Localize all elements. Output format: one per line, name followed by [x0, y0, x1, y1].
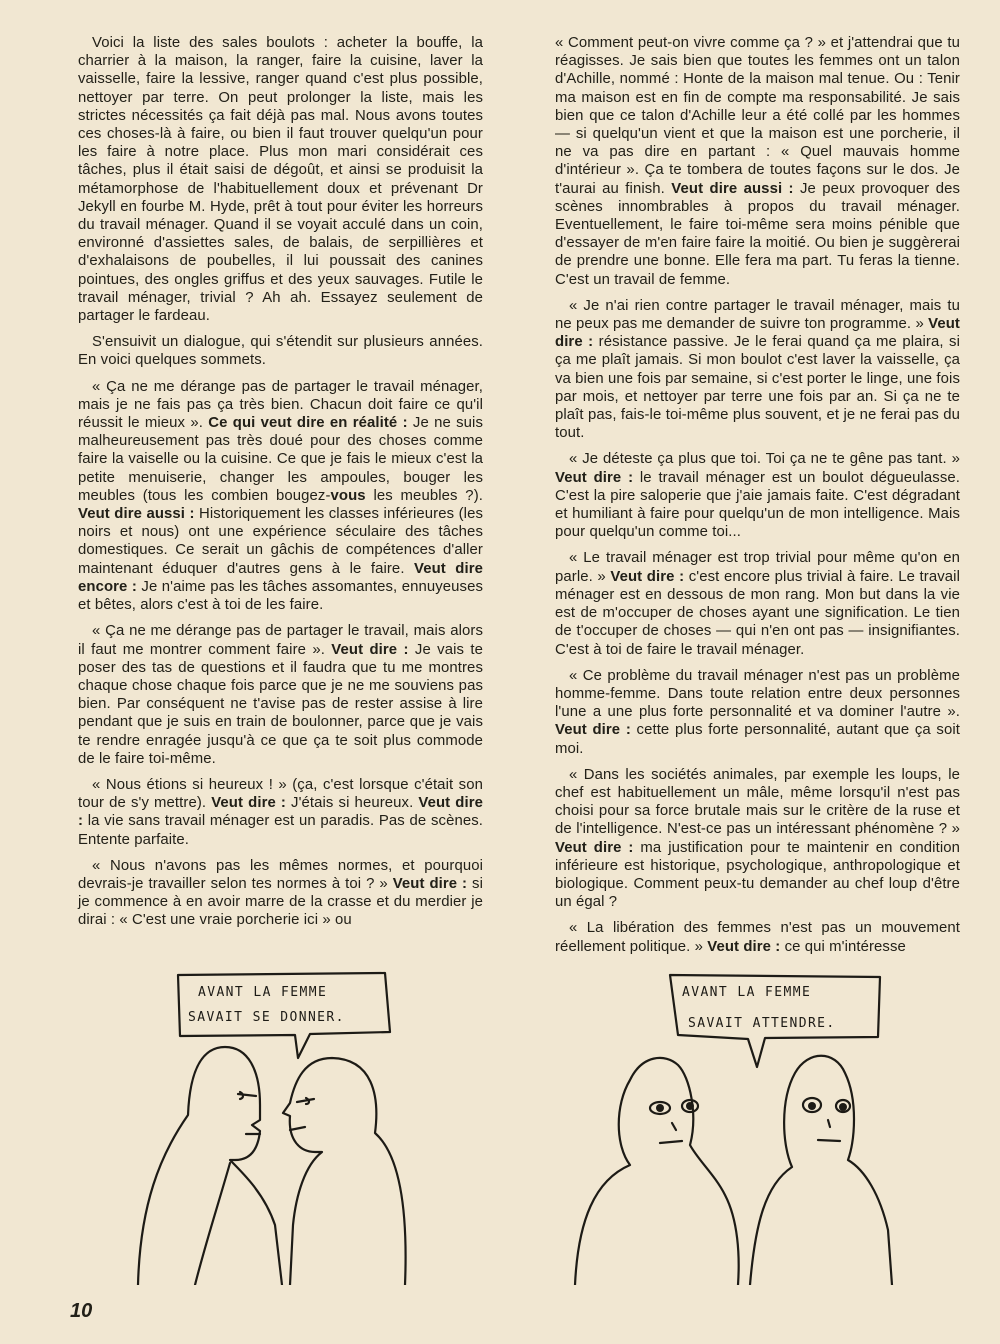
- body-text: Je n'aime pas les tâches assomantes, ennuyeuses et bêtes, alors c'est à toi de les faire.: [78, 578, 483, 614]
- body-text: « Nous n'avons pas les mêmes normes, et pourquoi devrais-je travailler selon tes normes à toi ? »: [78, 857, 483, 892]
- body-text: « Je n'ai rien contre partager le travail ménager, mais tu ne peux pas me demander de suivre ton programme. »: [555, 297, 960, 333]
- body-text: ma justification pour te maintenir en condition inférieure est historique, psychologique, anthropologique et biologique. Comment peux-tu demander au chef loup d'être un égal ?: [555, 839, 960, 911]
- emphasis-text: Veut dire :: [707, 938, 781, 955]
- cartoon-right: [560, 955, 920, 1285]
- emphasis-text: Veut dire :: [331, 641, 409, 658]
- body-text: « Nous étions si heureux ! » (ça, c'est lorsque c'était son tour de s'y mettre).: [78, 776, 483, 812]
- body-text: « Ce problème du travail ménager n'est pas un problème homme-femme. Dans toute relation entre deux personnes l'une a une plus forte personnalité et va dominer l'autre ».: [555, 667, 960, 721]
- body-text: « Le travail ménager est trop trivial pour même qu'on en parle. »: [555, 550, 960, 585]
- body-text: « La libération des femmes n'est pas un mouvement réellement politique. »: [555, 920, 960, 955]
- emphasis-text: Veut dire :: [555, 722, 631, 739]
- emphasis-text: Veut dire encore :: [78, 560, 483, 595]
- body-text: Historiquement les classes inférieures (les noirs et nous) ont une expérience séculaire des tâches domestiques. Ce serait un gâchis de compétences d'aller maintenant éduquer d'autres gens à le faire.: [78, 506, 483, 577]
- figure-right-a: [575, 1058, 739, 1285]
- body-text: « Comment peut-on vivre comme ça ? » et j'attendrai que tu réagisses. Je sais bien que toutes les femmes ont un talon d'Achille, nommé : Honte de la maison mal tenue. Ou : Tenir ma maison est en fin de compte ma responsabilité. Je sais bien que ce talon d'Achille leur a été collé par les hommes — si quelqu'un vient et que la maison est une porcherie, il ne va pas dire en partant : « Quel mauvais homme d'intérieur ». Ça te tombera de toutes façons sur le dos. Je t'aurai au finish.: [555, 35, 960, 197]
- cartoon-left: [110, 955, 440, 1285]
- emphasis-text: Veut dire :: [211, 795, 286, 812]
- paragraph: [555, 34, 960, 289]
- paragraph: [78, 776, 483, 849]
- cartoon-left-line2: SAVAIT SE DONNER.: [188, 1010, 345, 1025]
- paragraph: [78, 622, 483, 768]
- cartoon-right-drawing: [560, 955, 920, 1285]
- figure-right-b: [750, 1056, 892, 1285]
- paragraph: [78, 378, 483, 615]
- emphasis-text: Veut dire :: [555, 839, 634, 856]
- body-text: ce qui m'intéresse: [780, 938, 906, 955]
- figure-left-a: [138, 1047, 282, 1285]
- cartoon-left-drawing: [110, 955, 440, 1285]
- body-text: si je commence à en avoir marre de la crasse et du merdier je dirai : « C'est une vraie porcherie ici » ou: [78, 875, 483, 929]
- emphasis-text: Veut dire aussi :: [671, 180, 794, 197]
- emphasis-text: Ce qui veut dire en réalité :: [208, 415, 408, 432]
- emphasis-text: Veut dire :: [392, 875, 468, 892]
- body-text: S'ensuivit un dialogue, qui s'étendit sur plusieurs années. En voici quelques sommets.: [78, 334, 483, 369]
- left-text-column: [78, 34, 483, 938]
- body-text: « Je déteste ça plus que toi. Toi ça ne te gêne pas tant. »: [569, 451, 960, 468]
- body-text: « Dans les sociétés animales, par exemple les loups, le chef est habituellement un mâle, même lorsqu'il n'est pas choisi pour sa force brutale mais sur le critère de la ruse et de l'intelligence. N'est-ce pas un intéressant phénomène ? »: [555, 766, 960, 838]
- paragraph: [555, 919, 960, 955]
- cartoon-right-line1: AVANT LA FEMME: [682, 985, 812, 1000]
- paragraph: [78, 34, 483, 325]
- body-text: « Ça ne me dérange pas de partager le travail ménager, mais je ne fais pas ça très bien. Chacun doit faire ce qu'il réussit le mieux ».: [78, 378, 483, 432]
- body-text: cette plus forte personnalité, autant que ça soit moi.: [555, 722, 960, 757]
- paragraph: [555, 766, 960, 912]
- page-number: 10: [70, 1300, 93, 1322]
- body-text: Je vais te poser des tas de questions et il faudra que tu me montres chaque chose chaque fois parce que je ne me souviens pas bien. Par conséquent ne t'avise pas de rester assise à lire pendant que je suis en train de boulonner, parce que je vais te rendre enragée jusqu'à ce que ça te soit plus commode de le faire toi-même.: [78, 641, 484, 767]
- paragraph: [555, 549, 960, 658]
- paragraph: [78, 333, 483, 369]
- emphasis-text: Veut dire :: [610, 568, 685, 585]
- body-text: résistance passive. Je le ferai quand ça me plaira, si ça me plaît jamais. Si mon boulot c'est laver la vaisselle, ça va bien une fois par semaine, si c'est porter le linge, une fois par mois, et nettoyer par terre une fois par an. Si ça ne te plaît pas, fais-le toi-même plus souvent, et je ne ferai pas du tout.: [555, 334, 960, 442]
- emphasis-text: Veut dire aussi :: [78, 506, 195, 523]
- body-text: Voici la liste des sales boulots : acheter la bouffe, la charrier à la maison, la ranger, faire la cuisine, laver la vaisselle, faire la lessive, ranger quand c'est plus possible, nettoyer par terre. On peut prolonger la liste, mais les strictes nécessités ça fait déjà pas mal. Nous avons toutes ces choses-là à faire, ou bien il faut trouver quelqu'un pour les faire à notre place. Plus mon mari considérait ces tâches, plus il était saisi de dégoût, et ainsi se produisit la métamorphose de l'habituellement doux et prévenant Dr Jekyll en fourbe M. Hyde, prêt à tout pour éviter les horreurs du travail ménager. Quand il se voyait acculé dans un coin, environné d'assiettes sales, de balais, de serpillières et d'exhalaisons de poubelles, il lui poussait des canines pointues, des ongles griffus et des yeux sauvages. Futile le travail ménager, trivial ? Ah ah. Essayez seulement de partager le fardeau.: [78, 35, 483, 325]
- body-text: la vie sans travail ménager est un paradis. Pas de scènes. Entente parfaite.: [78, 813, 483, 848]
- body-text: c'est encore plus trivial à faire. Le travail ménager est en dessous de mon rang. Mon but dans la vie est de m'occuper de choses ayant une signification. Le tien de t'occuper de choses — qui n'en ont pas — insignifiantes. C'est à toi de faire le travail ménager.: [555, 568, 960, 658]
- emphasis-text: Veut dire :: [555, 469, 634, 486]
- body-text: les meubles ?).: [365, 487, 483, 504]
- paragraph: [555, 667, 960, 758]
- emphasis-text: Veut dire :: [555, 316, 960, 351]
- body-text: Je ne suis malheureusement pas très doué pour des choses comme faire la vaiselle ou la cuisine. Ce que je fais le mieux c'est la petite menuiserie, changer les ampoules, bouger les meubles (tous les combien bougez-: [78, 415, 484, 504]
- body-text: J'étais si heureux.: [285, 795, 419, 812]
- paragraph: [78, 857, 483, 930]
- paragraph: [555, 450, 960, 541]
- body-text: le travail ménager est un boulot dégueulasse. C'est la pire saloperie que j'aie jamais faite. C'est dégradant et humiliant à faire pour quelqu'un de mon intelligence. Mais pour quelqu'un comme toi...: [555, 469, 960, 541]
- right-text-column: [555, 34, 960, 964]
- figure-left-b: [283, 1058, 406, 1285]
- emphasis-text: Veut dire :: [78, 795, 483, 830]
- body-text: Je peux provoquer des scènes innombrables à propos du travail ménager. Eventuellement, le faire toi-même sera moins pénible que d'essayer de m'en faire faire la moitié. Ou bien je suggèrerai de prendre une bonne. Elle fera ma part. Tu feras la tienne. C'est un travail de femme.: [555, 180, 961, 288]
- cartoon-left-line1: AVANT LA FEMME: [198, 985, 328, 1000]
- body-text: « Ça ne me dérange pas de partager le travail, mais alors il faut me montrer comment faire ».: [78, 623, 483, 658]
- cartoon-right-line2: SAVAIT ATTENDRE.: [688, 1016, 836, 1031]
- paragraph: [555, 297, 960, 443]
- emphasis-text: vous: [330, 487, 366, 504]
